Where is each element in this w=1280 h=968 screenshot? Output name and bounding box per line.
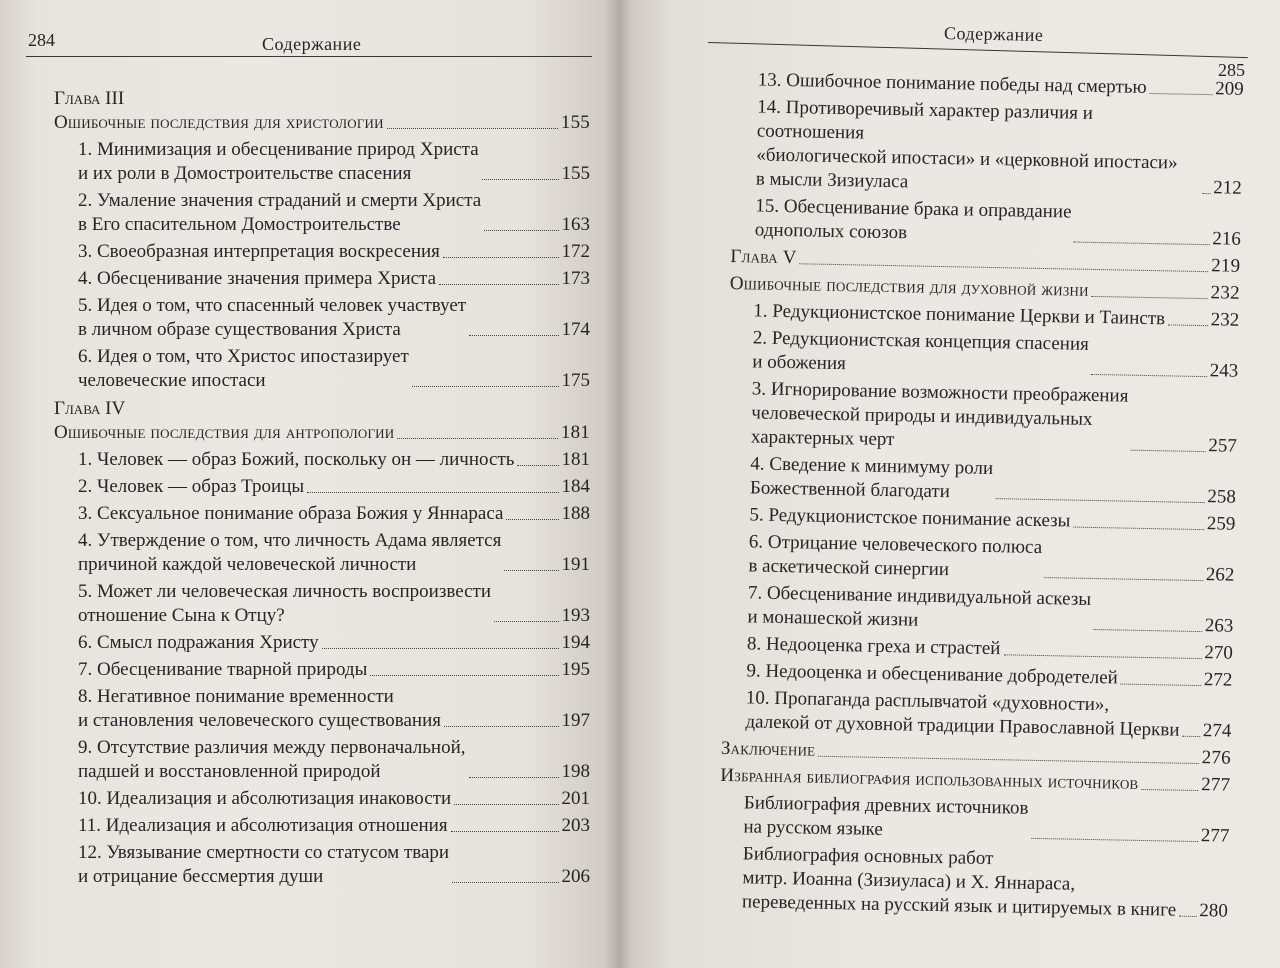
right-page-number: 285 — [1218, 60, 1245, 80]
dot-leader — [1091, 374, 1206, 377]
dot-leader — [1130, 450, 1205, 452]
toc-entry-page: 277 — [1200, 825, 1230, 847]
toc-entry-page: 155 — [560, 112, 590, 133]
toc-entry-page: 232 — [1210, 282, 1240, 304]
toc-entry — [726, 452, 1237, 510]
toc-entry-page: 277 — [1201, 774, 1231, 796]
toc-entry-title: 12. Увязывание смертности со статусом твари и отрицание бессмертия души — [78, 842, 450, 887]
right-toc — [718, 68, 1244, 927]
toc-entry-title: 13. Ошибочное понимание победы над смертью — [757, 69, 1147, 98]
dot-leader — [1092, 296, 1208, 299]
toc-entry — [54, 345, 590, 393]
toc-entry — [54, 841, 590, 889]
toc-entry-title: 5. Редукционистское понимание аскезы — [749, 504, 1071, 532]
toc-entry-title: 8. Недооценка греха и страстей — [746, 633, 1001, 660]
toc-entry-title: 9. Отсутствие различия между первоначальной, падшей и восстановленной природой — [78, 737, 466, 782]
toc-entry — [54, 814, 590, 838]
toc-entry-page: 280 — [1199, 900, 1229, 922]
dot-leader — [307, 492, 558, 493]
toc-entry — [54, 294, 590, 342]
toc-entry-page: 262 — [1205, 564, 1235, 586]
toc-entry-title: Библиография основных работ митр. Иоанна (Зизиуласа) и Х. Яннараса, переведенных на русский язык и цитируемых в книге — [741, 843, 1177, 921]
toc-entry — [731, 194, 1242, 252]
toc-entry — [54, 787, 590, 811]
dot-leader — [1182, 736, 1199, 737]
toc-entry-page: 197 — [561, 710, 590, 731]
dot-leader — [1121, 684, 1201, 687]
toc-entry-page: 163 — [561, 214, 590, 235]
toc-entry-title: 6. Отрицание человеческого полюса в аскетической синергии — [748, 531, 1043, 581]
toc-entry-page: 193 — [561, 605, 590, 626]
toc-entry-title: 6. Смысл подражания Христу — [78, 632, 319, 653]
toc-entry-title: Заключение — [720, 737, 816, 761]
toc-entry-title: 10. Идеализация и абсолютизация инаковости — [78, 788, 452, 809]
toc-entry — [54, 529, 590, 577]
toc-entry-title: 3. Сексуальное понимание образа Божия у Яннараса — [78, 503, 504, 524]
toc-entry-title: Ошибочные последствия для духовной жизни — [729, 272, 1089, 301]
toc-section-entry — [54, 111, 590, 135]
toc-entry-page: 243 — [1209, 360, 1239, 382]
toc-entry-page: 201 — [561, 788, 590, 809]
toc-entry-title: 7. Обесценивание индивидуальной аскезы и монашеской жизни — [747, 582, 1092, 631]
dot-leader — [1045, 577, 1203, 581]
toc-entry — [728, 326, 1239, 384]
left-page-number: 284 — [28, 30, 55, 50]
toc-entry-page: 203 — [561, 815, 590, 836]
toc-entry-page: 276 — [1201, 747, 1232, 769]
toc-entry — [54, 580, 590, 628]
dot-leader — [482, 179, 559, 180]
dot-leader — [439, 284, 558, 285]
toc-entry-page: 270 — [1204, 642, 1234, 664]
left-header-rule — [26, 56, 592, 57]
toc-entry — [727, 377, 1238, 459]
dot-leader — [1179, 916, 1196, 917]
dot-leader — [996, 498, 1205, 503]
toc-entry-title: 2. Редукционистская концепция спасения и обожения — [752, 327, 1090, 375]
dot-leader — [454, 804, 558, 805]
dot-leader — [370, 675, 558, 676]
toc-entry-page: 263 — [1204, 615, 1234, 637]
dot-leader — [1093, 629, 1201, 632]
dot-leader — [494, 621, 558, 622]
toc-entry-title: 1. Минимизация и обесценивание природ Христа и их роли в Домостроительстве спасения — [78, 139, 479, 184]
dot-leader — [469, 777, 559, 778]
toc-entry — [54, 475, 590, 499]
toc-entry — [54, 240, 590, 264]
toc-entry — [54, 502, 590, 526]
toc-entry — [724, 530, 1235, 588]
toc-entry-page: 272 — [1203, 669, 1233, 691]
toc-entry-page: 216 — [1212, 228, 1242, 250]
dot-leader — [443, 257, 559, 258]
toc-entry-page: 181 — [560, 422, 590, 443]
toc-entry-page: 198 — [561, 761, 590, 782]
toc-entry-title: Избранная библиография использованных источников — [720, 764, 1139, 794]
toc-entry-page: 259 — [1206, 513, 1236, 535]
toc-entry-page: 219 — [1210, 255, 1241, 277]
toc-entry-title: 4. Обесценивание значения примера Христа — [78, 268, 437, 289]
toc-entry-page: 206 — [561, 866, 590, 887]
dot-leader — [322, 648, 559, 649]
toc-entry — [54, 631, 590, 655]
toc-entry — [732, 95, 1244, 201]
dot-leader — [452, 882, 558, 883]
dot-leader — [1031, 838, 1198, 842]
toc-entry — [721, 686, 1232, 744]
left-toc — [54, 86, 590, 892]
toc-entry-page: 174 — [561, 319, 590, 340]
toc-entry-title: 14. Противоречивый характер различия и соотношения «биологической ипостаси» и «церковной ипостаси» в мысли Зизиуласа — [755, 96, 1178, 193]
toc-entry-title: Ошибочные последствия для христологии — [54, 112, 384, 133]
dot-leader — [1150, 93, 1213, 95]
toc-entry-title: 1. Редукционистское понимание Церкви и Таинств — [753, 300, 1166, 330]
toc-entry-title: 2. Человек — образ Троицы — [78, 476, 305, 497]
toc-entry-title: 2. Умаление значения страданий и смерти Христа в Его спасительном Домостроительстве — [78, 190, 482, 235]
toc-entry-title: 7. Обесценивание тварной природы — [78, 659, 368, 680]
dot-leader — [387, 128, 558, 129]
dot-leader — [1073, 527, 1203, 531]
toc-entry-page: 195 — [561, 659, 590, 680]
toc-entry-page: 209 — [1214, 78, 1244, 100]
dot-leader — [1141, 789, 1198, 791]
toc-entry-page: 194 — [561, 632, 590, 653]
toc-entry-page: 172 — [561, 241, 590, 262]
dot-leader — [1168, 324, 1208, 326]
toc-entry-title: 9. Недооценка и обесценивание добродетелей — [746, 660, 1119, 689]
toc-entry-title: 5. Может ли человеческая личность воспроизвести отношение Сына к Отцу? — [78, 581, 492, 626]
toc-chapter-heading: Глава III — [54, 88, 125, 109]
toc-entry — [54, 448, 590, 472]
toc-entry-title: 8. Негативное понимание временности и становления человеческого существования — [78, 686, 441, 731]
left-running-head: Содержание — [262, 34, 362, 54]
dot-leader — [1074, 242, 1209, 246]
toc-entry-title: 4. Утверждение о том, что личность Адама является причиной каждой человеческой личности — [78, 530, 502, 575]
dot-leader — [1003, 654, 1201, 659]
toc-entry — [54, 658, 590, 682]
toc-entry-title: 4. Сведение к минимуму роли Божественной благодати — [749, 453, 994, 503]
toc-entry-page: 155 — [561, 163, 590, 184]
toc-entry-page: 173 — [561, 268, 590, 289]
toc-entry-title: 5. Идея о том, что спасенный человек участвует в личном образе существования Христа — [78, 295, 467, 340]
toc-entry-page: 188 — [561, 503, 590, 524]
right-running-head: Содержание — [943, 22, 1044, 46]
toc-entry-title: 3. Своеобразная интерпретация воскресения — [78, 241, 440, 262]
toc-entry-page: 274 — [1202, 720, 1232, 742]
toc-entry — [54, 267, 590, 291]
toc-entry-title: Глава V — [730, 245, 797, 269]
toc-entry-page: 258 — [1207, 486, 1237, 508]
toc-entry-page: 184 — [561, 476, 590, 497]
dot-leader — [517, 465, 558, 466]
toc-entry-page: 191 — [561, 554, 590, 575]
toc-entry-page: 257 — [1208, 435, 1238, 457]
dot-leader — [469, 335, 558, 336]
toc-entry-title: Ошибочные последствия для антропологии — [54, 422, 395, 443]
toc-section-entry — [54, 421, 590, 445]
dot-leader — [504, 570, 558, 571]
toc-entry — [54, 138, 590, 186]
dot-leader — [397, 438, 558, 439]
dot-leader — [412, 386, 559, 387]
toc-entry-title: 6. Идея о том, что Христос ипостазирует человеческие ипостаси — [78, 346, 409, 391]
toc-entry-title: 1. Человек — образ Божий, поскольку он — личность — [78, 449, 515, 470]
toc-entry-page: 181 — [561, 449, 590, 470]
toc-entry-title: 11. Идеализация и абсолютизация отношения — [78, 815, 448, 836]
toc-entry-page: 232 — [1210, 309, 1240, 331]
toc-entry-title: Библиография древних источников на русском языке — [743, 792, 1029, 840]
dot-leader — [484, 230, 558, 231]
toc-entry-page: 175 — [561, 370, 590, 391]
dot-leader — [506, 519, 558, 520]
toc-entry — [718, 842, 1229, 924]
toc-entry — [54, 189, 590, 237]
dot-leader — [1202, 193, 1210, 194]
toc-entry — [719, 791, 1230, 849]
toc-entry — [723, 581, 1234, 639]
toc-chapter-heading: Глава IV — [54, 398, 126, 419]
dot-leader — [818, 756, 1198, 764]
toc-entry-title: 10. Пропаганда расплывчатой «духовности», далекой от духовной традиции Православной Церкви — [745, 687, 1180, 741]
toc-entry-title: 3. Игнорирование возможности преображения человеческой природы и индивидуальных характерных черт — [750, 378, 1129, 451]
dot-leader — [800, 263, 1209, 272]
toc-entry — [54, 685, 590, 733]
dot-leader — [444, 726, 559, 727]
toc-entry-page: 212 — [1213, 177, 1242, 199]
dot-leader — [451, 831, 559, 832]
toc-entry-title: 15. Обесценивание брака и оправдание однополых союзов — [754, 195, 1072, 244]
toc-entry — [54, 736, 590, 784]
